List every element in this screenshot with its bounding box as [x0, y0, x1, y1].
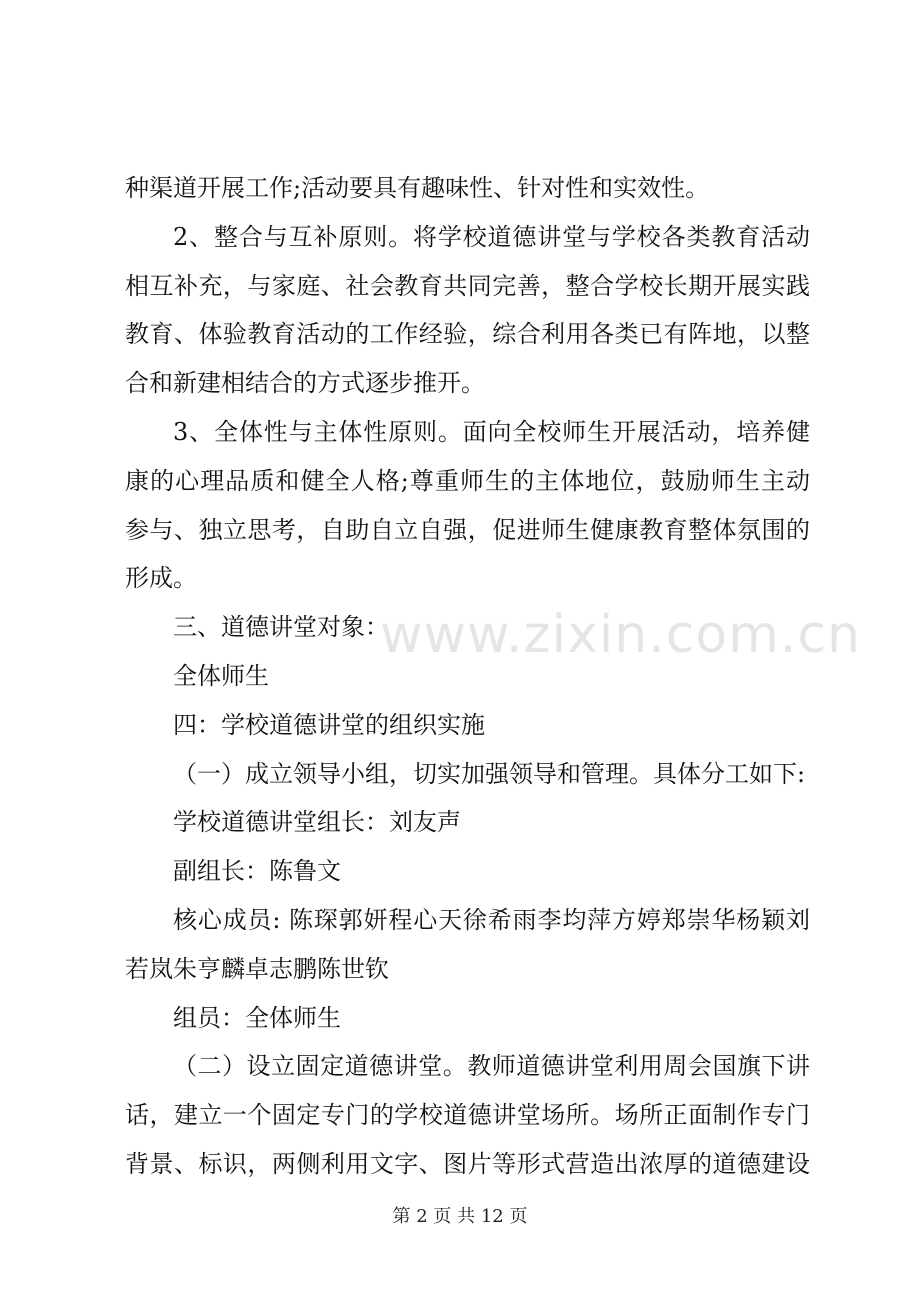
watermark: www.zixin.com.cn — [380, 605, 861, 665]
page-footer: 第 2 页 共 12 页 — [392, 1206, 528, 1227]
text-line: 学校道德讲堂组长：刘友声 — [173, 808, 461, 837]
text-line: 背景、标识，两侧利用文字、图片等形式营造出浓厚的道德建设 — [125, 1149, 810, 1178]
text-line: （二）设立固定道德讲堂。教师道德讲堂利用周会国旗下讲 — [173, 1052, 810, 1081]
text-line: 教育、体验教育活动的工作经验，综合利用各类已有阵地，以整 — [125, 320, 810, 349]
text-line: 四：学校道德讲堂的组织实施 — [173, 710, 485, 739]
text-line: 种渠道开展工作;活动要具有趣味性、针对性和实效性。 — [125, 174, 710, 202]
text-line: 相互补充，与家庭、社会教育共同完善，整合学校长期开展实践 — [125, 271, 810, 300]
text-line: 参与、独立思考，自助自立自强，促进师生健康教育整体氛围的 — [125, 515, 810, 544]
text-line: 话，建立一个固定专门的学校道德讲堂场所。场所正面制作专门 — [125, 1101, 810, 1130]
text-line: 副组长：陈鲁文 — [173, 857, 341, 886]
text-line: 若岚朱亨麟卓志鹏陈世钦 — [125, 954, 389, 983]
text-line: 2、整合与互补原则。将学校道德讲堂与学校各类教育活动 — [173, 222, 810, 251]
text-line: （一）成立领导小组，切实加强领导和管理。具体分工如下: — [173, 759, 806, 788]
document-body — [125, 164, 810, 1189]
text-line: 组员：全体师生 — [173, 1003, 341, 1032]
text-line: 核心成员: 陈琛郭妍程心天徐希雨李均萍方婷郑崇华杨颖刘 — [173, 905, 810, 934]
text-line: 三、道德讲堂对象： — [173, 613, 389, 642]
text-line: 康的心理品质和健全人格;尊重师生的主体地位，鼓励师生主动 — [125, 466, 810, 495]
text-line: 合和新建相结合的方式逐步推开。 — [125, 369, 485, 398]
text-line: 3、全体性与主体性原则。面向全校师生开展活动，培养健 — [173, 417, 810, 446]
text-line: 形成。 — [125, 564, 197, 593]
text-line: 全体师生 — [173, 661, 269, 690]
